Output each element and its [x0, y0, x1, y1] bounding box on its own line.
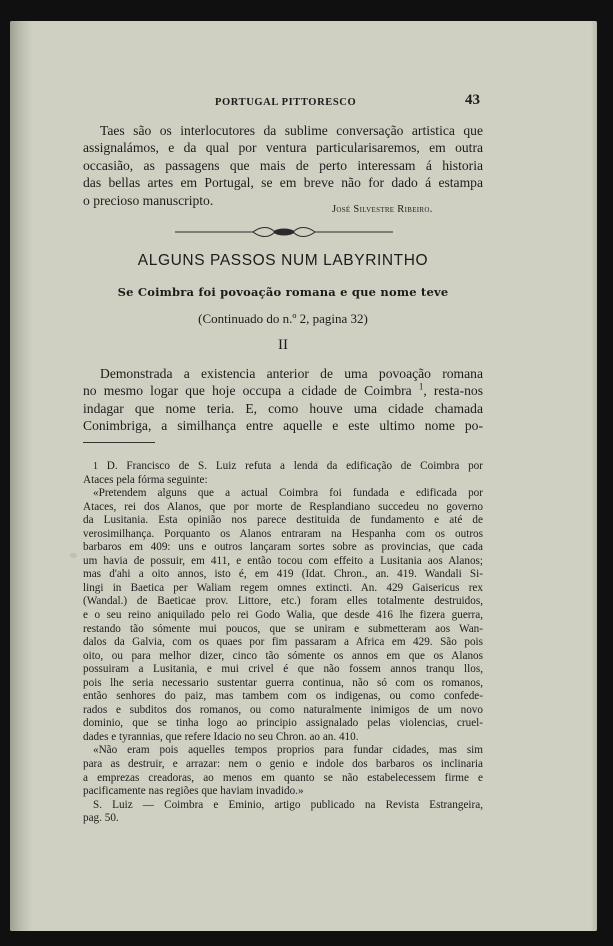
text-line: Demonstrada a existencia anterior de uma povoação romana — [100, 366, 483, 381]
text-line-with-footnote — [83, 382, 483, 399]
footnote-line: restando tão sómente mui poucos, que se uniram e submetteram aos Wan- — [83, 622, 483, 635]
footnote-separator — [83, 442, 155, 443]
ornamental-divider — [175, 226, 393, 238]
text-line: assignalámos, e da qual por ventura particularisaremos, em outra — [83, 140, 483, 156]
continuation-note: (Continuado do n.º 2, pagina 32) — [198, 311, 368, 326]
intro-paragraph — [83, 122, 483, 209]
footnote-line: barbaros em 409: uns e outros lançaram sortes sobre as provincias, que cada — [83, 541, 483, 554]
page-content — [10, 21, 597, 931]
footnote-marker: 1 — [93, 461, 98, 472]
text-line: Taes são os interlocutores da sublime conversação artistica que — [100, 123, 483, 138]
footnote-line: dalos da Galvia, com os quaes por fim passaram a Africa em 429. São pois — [83, 636, 483, 649]
footnote-line: a emprezas creadoras, ao menos em quanto se não estabelecessem firme e — [83, 771, 483, 784]
text-line: indagar que nome teria. E, como houve uma cidade chamada — [83, 400, 483, 416]
footnote-line — [83, 460, 483, 474]
body-paragraph — [83, 365, 483, 435]
footnote-line: e o seu reino aniquilado pelo rei Godo Walia, que desde 416 lhe fizera guerra, — [83, 609, 483, 622]
footnote-line: pacificamente nas regiões que haviam invadido.» — [83, 785, 304, 798]
footnote-line: dades e tyrannias, que refere Idacio no seu Chron. ao an. 410. — [83, 730, 359, 743]
footnote-line: rados e subditos dos romanos, ou como naturalmente inimigos de um novo — [83, 703, 483, 716]
author-signature: José Silvestre Ribeiro. — [332, 204, 433, 215]
footnote-line: dominio, que se tinha logo ao principio assignalado pelas violencias, cruel- — [83, 717, 483, 730]
footnote-line: S. Luiz — Coimbra e Eminio, artigo publicado na Revista Estrangeira, — [93, 798, 483, 811]
footnote-line: mas d'ahi a oito annos, isto é, em 419 (Idat. Chron., an. 419. Wandali Si- — [83, 568, 483, 581]
footnote-line: verosimilhança. Porquanto os Alanos entraram na Hespanha com os outros — [83, 527, 483, 540]
book-page — [10, 21, 597, 931]
footnote-line: Ataces, rei dos Alanos, que por morte de Resplandiano succedeu no governo — [83, 500, 483, 513]
section-number: II — [278, 337, 288, 353]
footnote-line: possuiram a Lusitania, e mui crivel é que não fossem annos tranqu llos, — [83, 663, 483, 676]
footnote-line: lingi in Baetica per Waliam regem omnes extincti. An. 429 Gaisericus rex — [83, 581, 483, 594]
footnote-line: pag. 50. — [83, 812, 119, 825]
page-number: 43 — [465, 92, 480, 108]
text-line: o precioso manuscripto. — [83, 192, 214, 208]
footnote-line: um havia de possuir, em 411, e então tocou com effeito a Lusitania aos Alanos; — [83, 554, 483, 567]
article-title: ALGUNS PASSOS NUM LABYRINTHO — [137, 252, 429, 269]
text-fragment: no mesmo logar que hoje occupa a cidade de Coimbra — [83, 383, 412, 399]
article-subtitle: Se Coimbra foi povoação romana e que nome teve — [117, 285, 449, 299]
text-fragment: D. Francisco de S. Luiz refuta a lenda da edificação de Coimbra por — [106, 460, 483, 472]
footnote-line: (Wandal.) de Baeticae prov. Littore, etc.) foram elles totalmente destruidos, — [83, 595, 483, 608]
running-title: PORTUGAL PITTORESCO — [215, 97, 357, 108]
footnote-line: Ataces pela fórma seguinte: — [83, 473, 208, 486]
text-line: Conimbriga, a similhança entre aquelle e este ultimo nome po- — [83, 418, 483, 434]
footnote-line: então senhores do paiz, mas tambem com os indigenas, ou como confede- — [83, 690, 483, 703]
footnote-line: para as destruir, e arrazar: nem o genio e indole dos barbaros os inclinaria — [83, 758, 483, 771]
text-line: occasião, as passagens que mais de perto interessam á historia — [83, 157, 483, 173]
text-line: das bellas artes em Portugal, se em breve não for dado á estampa — [83, 175, 483, 191]
footnote-line: pois lhe seria necessario sustentar guerra continua, não só com os romanos, — [83, 676, 483, 689]
footnote-line: «Não eram pois aquelles tempos proprios para fundar cidades, mas sim — [93, 744, 483, 757]
footnote-reference: 1 — [418, 382, 424, 392]
footnote-line: «Pretendem alguns que a actual Coimbra foi fundada e edificada por — [93, 487, 483, 500]
footnote-line: da Lusitania. Esta opinião nos parece destituida de fundamento e até de — [83, 514, 483, 527]
text-fragment: , resta-nos — [423, 383, 483, 399]
footnotes — [83, 460, 483, 826]
footnote-line: oito, ou para melhor dizer, cinco tão sómente os annos em que os Alanos — [83, 649, 483, 662]
